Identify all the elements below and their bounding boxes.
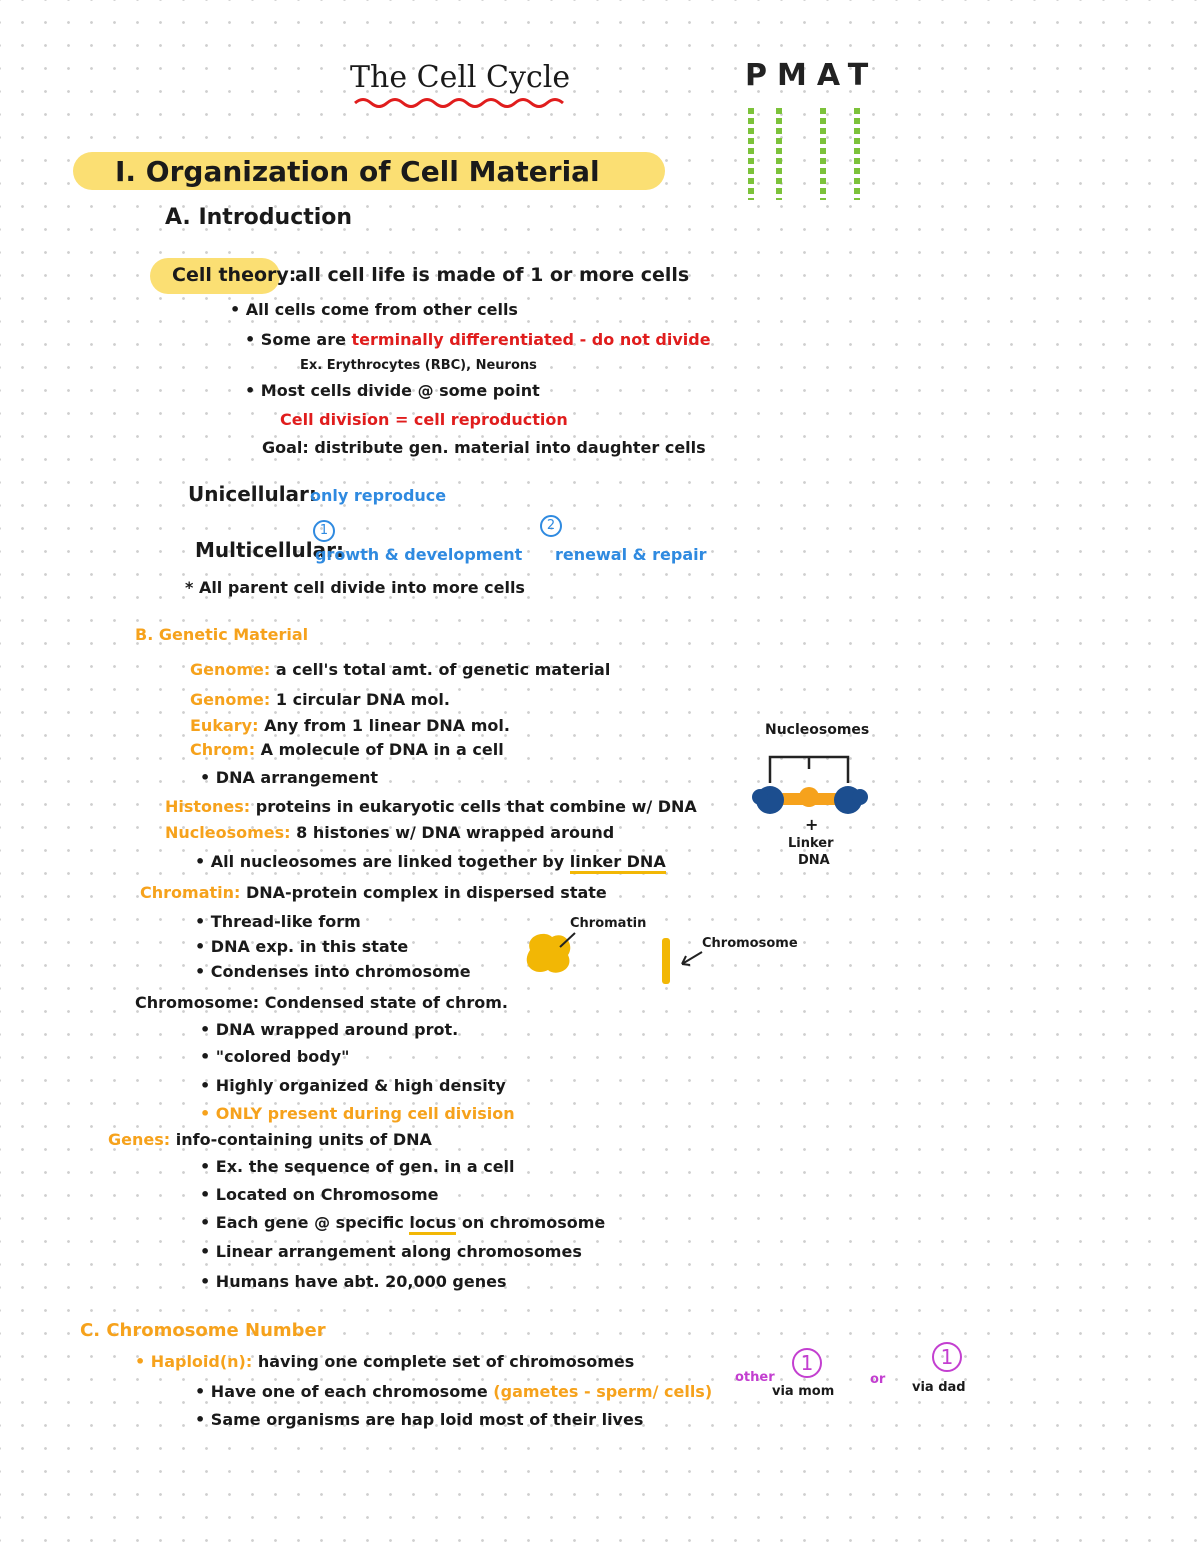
chrom-text: A molecule of DNA in a cell [260,740,504,759]
genome-definition [190,660,610,679]
haploid-definition [135,1352,634,1371]
section-heading: I. Organization of Cell Material [115,155,600,188]
prokaryote-genome [190,690,450,709]
bullet-cells-come-from: • All cells come from other cells [230,300,518,319]
cell-division-definition: Cell division = cell reproduction [280,410,568,429]
genes-bullet-2: • Located on Chromosome [200,1185,439,1204]
chromosome-bullet-1: • DNA wrapped around prot. [200,1020,459,1039]
genome-label: Genome: [190,660,271,679]
unicellular-text: only reproduce [310,486,447,505]
do-not-divide: do not divide [591,330,711,349]
bullet-most-cells: • Most cells divide @ some point [245,381,540,400]
chrom-label: Chrom: [190,740,256,759]
nucleosome-diagram [748,745,878,820]
genes-bullet-3 [200,1213,605,1232]
haploid-or: or [870,1372,886,1387]
genome3-text: Any from 1 linear DNA mol. [264,716,510,735]
haploid-one-each: • Have one of each chromosome [195,1382,488,1401]
multicellular-growth: growth & development [315,545,523,564]
subheading-genetic-material: B. Genetic Material [135,625,309,644]
chromosome-definition [135,993,508,1012]
haploid-bullet-2: • Same organisms are hap loid most of their lives [195,1410,644,1429]
haploid-via-mom: via mom [772,1384,835,1399]
haploid-label: • Haploid(n): [135,1352,253,1371]
unicellular-label: Unicellular: [188,482,317,506]
haploid-via-dad: via dad [912,1380,966,1395]
gene-specific-text: • Each gene @ specific [200,1213,404,1232]
chromosome-bullet-3: • Highly organized & high density [200,1076,506,1095]
gene-on-chromosome: on chromosome [461,1213,606,1232]
bullet-some-are: • Some are [245,330,346,349]
multicellular-renewal: renewal & repair [555,545,707,564]
cell-theory-text: all cell life is made of 1 or more cells [295,264,690,286]
haploid-bullet-1 [195,1382,712,1401]
chromatin-bullet-2: • DNA exp. in this state [195,937,409,956]
nucleosomes-label: Nucleosomes: [165,823,291,842]
chrom-definition [190,740,504,759]
chromatin-label: Chromatin: [140,883,241,902]
bullet-terminally-differentiated [245,330,711,349]
histones-definition [165,797,697,816]
genes-definition [108,1130,432,1149]
histones-text: proteins in eukaryotic cells that combine w/ DNA [255,797,697,816]
subheading-introduction: A. Introduction [165,205,353,230]
dna-arrangement: • DNA arrangement [200,768,379,787]
locus-term: locus [409,1213,456,1235]
genes-bullet-4: • Linear arrangement along chromosomes [200,1242,582,1261]
haploid-circle-1: 1 [792,1348,822,1378]
linker-dna-term: linker DNA [570,852,666,874]
page-title: The Cell Cycle [350,60,571,95]
chromatin-text: DNA-protein complex in dispersed state [245,883,607,902]
genome2-text: 1 circular DNA mol. [275,690,450,709]
diagram-linker: Linker [788,836,834,851]
chromatin-blob-diagram [520,925,580,980]
goal-text: Goal: distribute gen. material into daughter cells [262,438,706,457]
multicellular-label: Multicellular: [195,538,344,562]
nucleosomes-linked [195,852,666,871]
multicellular-number-2: 2 [540,515,562,537]
note-parent-cell: * All parent cell divide into more cells [185,578,525,597]
genes-bullet-5: • Humans have abt. 20,000 genes [200,1272,507,1291]
chromosome-bullet-4: • ONLY present during cell division [200,1104,515,1123]
chromatin-definition [140,883,607,902]
example-erythrocytes: Ex. Erythrocytes (RBC), Neurons [300,358,537,373]
genome-text: a cell's total amt. of genetic material [275,660,611,679]
cell-theory-label: Cell theory: [172,264,297,286]
eukaryote-genome [190,716,510,735]
genome2-label: Genome: [190,690,271,709]
genes-label: Genes: [108,1130,171,1149]
diagram-nucleosomes-label: Nucleosomes [765,722,870,738]
chromatin-arrow-label: Chromatin [570,916,647,931]
chromosome-label: Chromosome: [135,993,260,1012]
pmat-green-marks [745,108,870,203]
nucleosomes-text: 8 histones w/ DNA wrapped around [296,823,615,842]
genes-text: info-containing units of DNA [175,1130,432,1149]
nucleosomes-definition [165,823,614,842]
diagram-dna: DNA [798,853,830,868]
chromosome-arrow-label: Chromosome [702,936,798,951]
diagram-plus: + [805,815,819,834]
chromosome-text: Condensed state of chrom. [264,993,508,1012]
genome3-label: Eukary: [190,716,259,735]
multicellular-number-1: 1 [313,520,335,542]
pmat-heading: PMAT [745,58,879,93]
histones-label: Histones: [165,797,251,816]
subheading-chromosome-number: C. Chromosome Number [80,1320,326,1341]
linked-text: • All nucleosomes are linked together by [195,852,565,871]
haploid-circle-2: 1 [932,1342,962,1372]
terminally-differentiated-term: terminally differentiated - [351,330,587,349]
title-underline [355,96,570,110]
haploid-text: having one complete set of chromosomes [257,1352,635,1371]
haploid-other-note: other [735,1370,775,1385]
chromatin-bullet-1: • Thread-like form [195,912,361,931]
chromatin-bullet-3: • Condenses into chromosome [195,962,471,981]
haploid-gametes: (gametes - sperm/ cells) [493,1382,713,1401]
chromosome-bullet-2: • "colored body" [200,1047,350,1066]
genes-bullet-1: • Ex. the sequence of gen. in a cell [200,1157,515,1176]
